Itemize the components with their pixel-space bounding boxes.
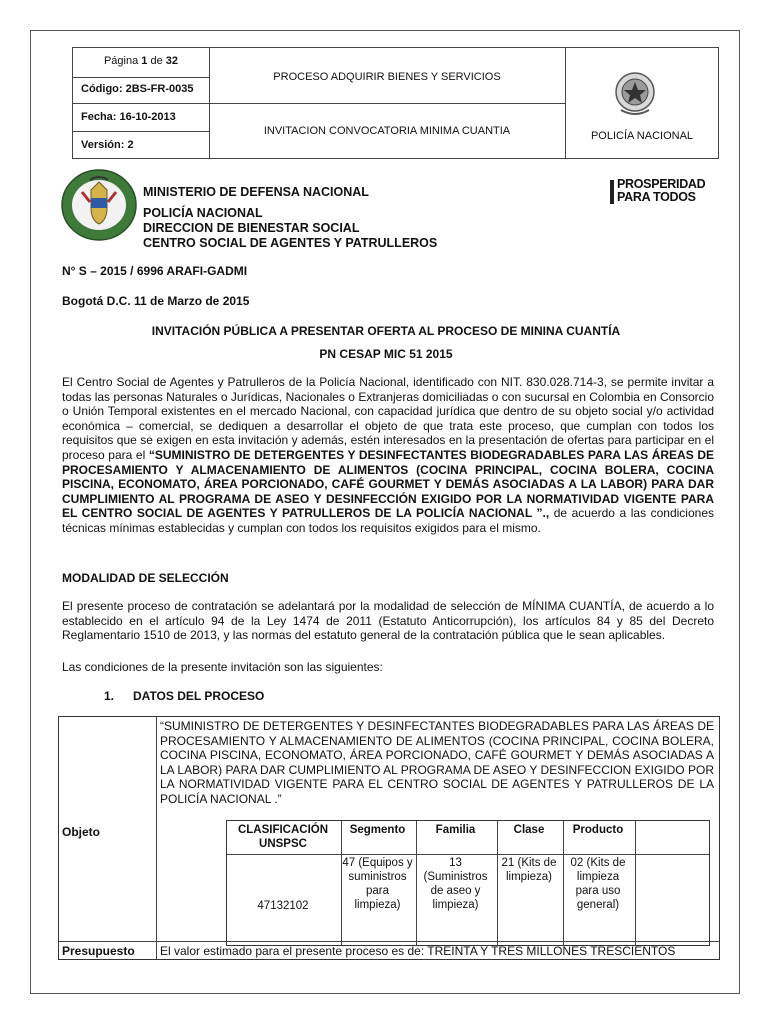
- document-version: Versión: 2: [81, 139, 134, 151]
- unspsc-familia: 13 (Suministros de aseo y limpieza): [423, 857, 488, 911]
- document-date: Fecha: 16-10-2013: [81, 111, 176, 123]
- section-number: 1.: [104, 689, 115, 703]
- invitation-heading: INVITACIÓN PÚBLICA A PRESENTAR OFERTA AL PROCESO DE MININA CUANTÍA: [151, 324, 621, 338]
- ministry-emblem-icon: [60, 168, 138, 242]
- presupuesto-label: Presupuesto: [62, 944, 135, 958]
- unspsc-segmento: 47 (Equipos y suministros para limpieza): [342, 857, 413, 911]
- document-code: Código: 2BS-FR-0035: [81, 83, 194, 95]
- modalidad-paragraph: El presente proceso de contratación se adelantará por la modalidad de selección de MÍNIMA CUANTÍA, de acuerdo a lo establecido en el artículo 94 de la Ley 1474 de 2011 (Estatuto Anticorrupción), los artículos 84 y 85 del Decreto Reglamentario 1510 de 2013, y las normas del estatuto general de la contratación pública que le sean aplicables.: [62, 599, 714, 643]
- ministry-line: DIRECCION DE BIENESTAR SOCIAL: [143, 221, 360, 235]
- brand-line: PROSPERIDAD: [617, 177, 706, 191]
- unspsc-header: Familia: [435, 824, 476, 836]
- unspsc-header: Segmento: [349, 824, 406, 836]
- ministry-line: CENTRO SOCIAL DE AGENTES Y PATRULLEROS: [143, 236, 438, 250]
- ministry-line: POLICÍA NACIONAL: [143, 206, 263, 220]
- process-code-heading: PN CESAP MIC 51 2015: [319, 347, 453, 361]
- presupuesto-text: El valor estimado para el presente proceso es de: TREINTA Y TRES MILLONES TRESCIENTOS: [160, 944, 676, 958]
- objeto-label: Objeto: [62, 825, 100, 839]
- brand-line: PARA TODOS: [617, 190, 696, 204]
- ministry-line: MINISTERIO DE DEFENSA NACIONAL: [143, 185, 369, 199]
- institution-name: POLICÍA NACIONAL: [590, 130, 694, 142]
- police-seal-icon: [613, 70, 657, 118]
- unspsc-clase: 21 (Kits de limpieza): [501, 857, 557, 883]
- place-date: Bogotá D.C. 11 de Marzo de 2015: [62, 294, 250, 308]
- unspsc-producto: 02 (Kits de limpieza para uso general): [570, 857, 626, 911]
- reference-number: N° S – 2015 / 6996 ARAFI-GADMI: [62, 264, 248, 278]
- section-title: DATOS DEL PROCESO: [133, 689, 265, 703]
- process-title: PROCESO ADQUIRIR BIENES Y SERVICIOS: [273, 71, 501, 83]
- intro-paragraph: El Centro Social de Agentes y Patrulleros de la Policía Nacional, identificado con NIT. 830.028.714-3, se permite invitar a todas las personas Naturales o Jurídicas, Nacionales o Extranjeras domiciliadas o con sucursal en Colombia en Consorcio o Unión Temporal existentes en el mercado Nacional, con capacidad jurídica que dentro de su objeto social y/o actividad económica – comercial, se dediquen a desarrollar el objeto de que trata este proceso, que cumplan con todos los requisitos que se exigen en esta invitación y además, estén interesados en la presentación de ofertas para participar en el proceso para el “SUMINISTRO DE DETERGENTES Y DESINFECTANTES BIODEGRADABLES PARA LAS ÁREAS DE PROCESAMIENTO Y ALMACENAMIENTO DE ALIMENTOS (COCINA PRINCIPAL, COCINA BOLERA, COCINA PISCINA, ECONOMATO, ÁREA PORCIONADO, CAFÉ GOURMET Y DEMÁS ASOCIADAS A LA LABOR) PARA DAR CUMPLIMIENTO AL PROGRAMA DE ASEO Y DESINFECCIÓN EXIGIDO POR LA NORMATIVIDAD VIGENTE PARA EL CENTRO SOCIAL DE AGENTES Y PATRULLEROS DE LA POLICÍA NACIONAL ”., de acuerdo a las condiciones técnicas mínimas establecidas y cumplan con todos los requisitos exigidos para el mismo.: [62, 375, 714, 535]
- unspsc-header: CLASIFICACIÓN UNSPSC: [237, 824, 329, 850]
- page-indicator: Página 1 de 32: [103, 55, 179, 67]
- objeto-text: “SUMINISTRO DE DETERGENTES Y DESINFECTANTES BIODEGRADABLES PARA LAS ÁREAS DE PROCESAMIENTO Y ALMACENAMIENTO DE ALIMENTOS (COCINA PRINCIPAL, COCINA BOLERA, COCINA PISCINA, ECONOMATO, ÁREA PORCIONADO, CAFÉ GOURMET Y DEMÁS ASOCIADAS A LA LABOR) PARA DAR CUMPLIMIENTO AL PROGRAMA DE ASEO Y DESINFECCION EXIGIDO POR LA NORMATIVIDAD VIGENTE PARA EL CENTRO SOCIAL DE AGENTES Y PATRULLEROS DE LA POLICÍA NACIONAL .”: [160, 719, 714, 806]
- conditions-text: Las condiciones de la presente invitación son las siguientes:: [62, 660, 383, 674]
- document-header-table: [72, 47, 719, 159]
- unspsc-code: 47132102: [257, 900, 309, 912]
- unspsc-header: Producto: [572, 824, 624, 836]
- invitation-title: INVITACION CONVOCATORIA MINIMA CUANTIA: [263, 125, 511, 137]
- unspsc-header: Clase: [513, 824, 545, 836]
- ministry-block: [143, 185, 437, 251]
- modalidad-heading: MODALIDAD DE SELECCIÓN: [62, 571, 229, 585]
